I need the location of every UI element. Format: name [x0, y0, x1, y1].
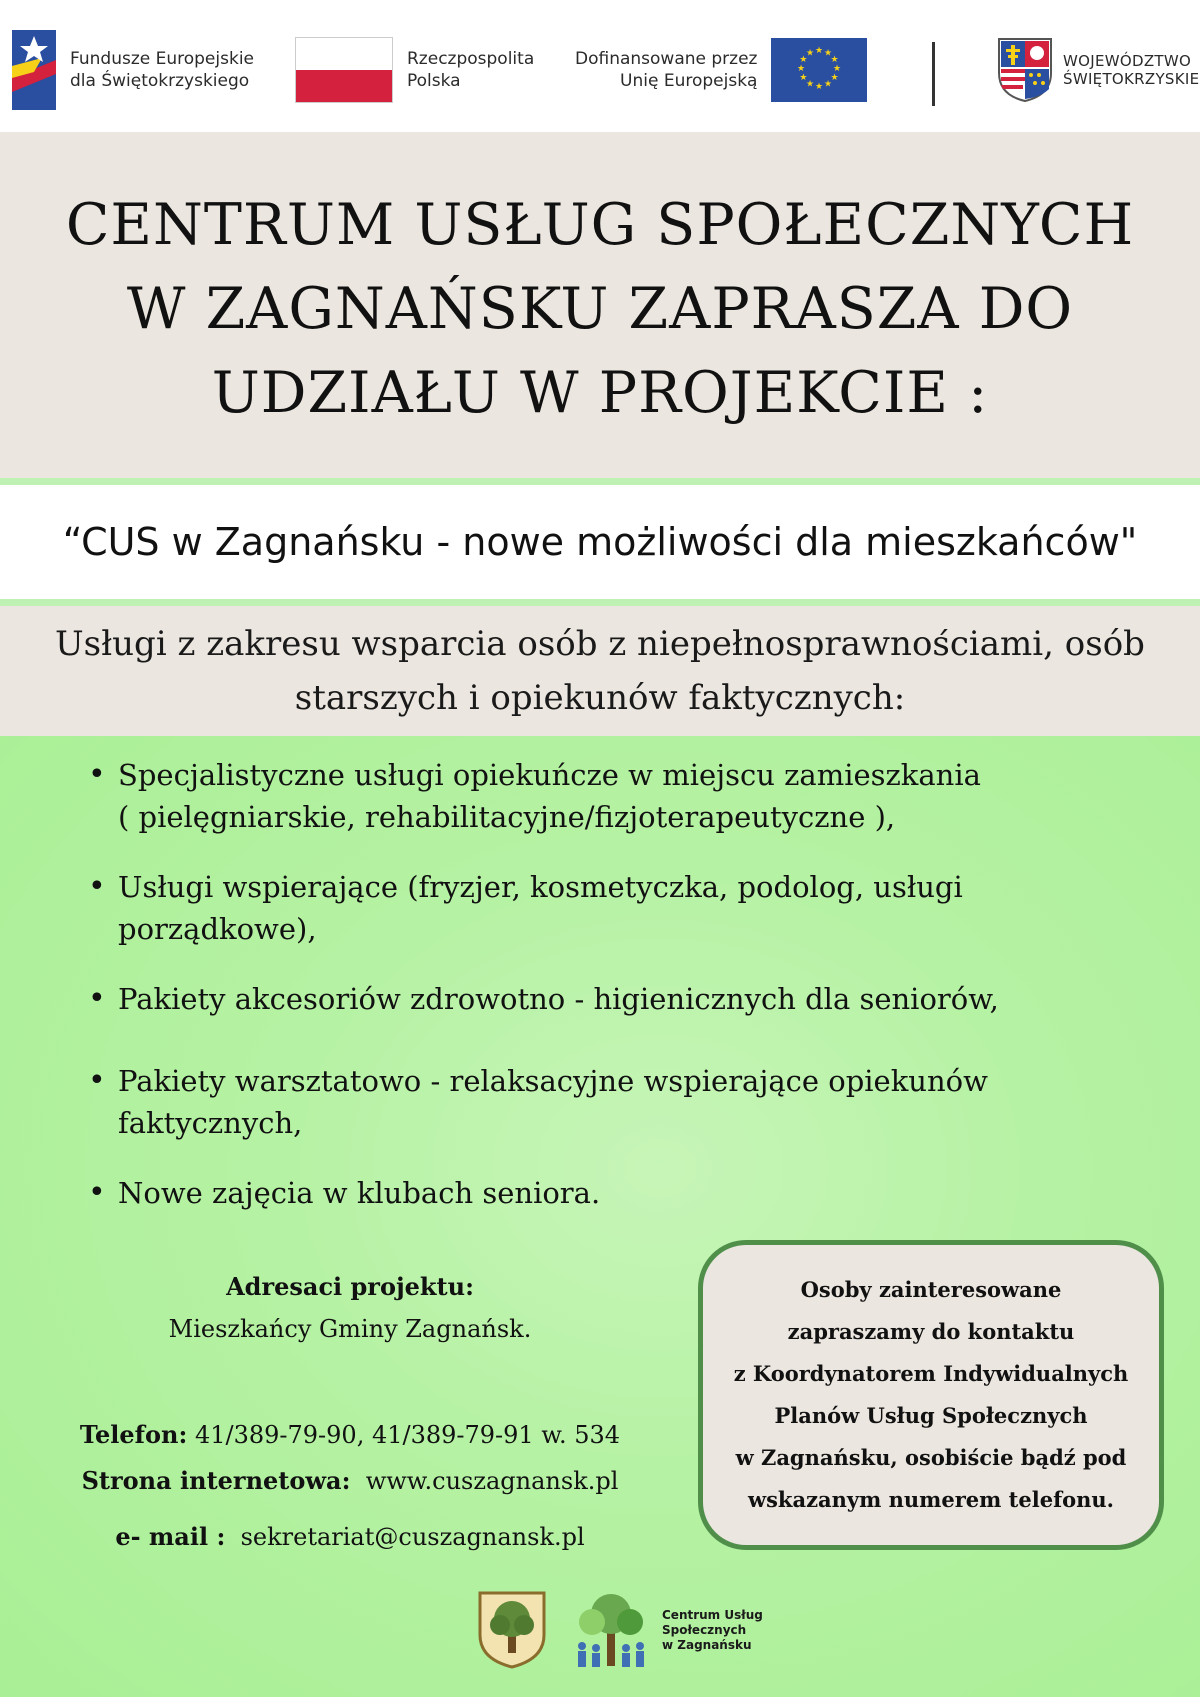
cus-logo-text: Centrum Usług Społecznych w Zagnańsku	[662, 1607, 763, 1652]
svg-text:★: ★	[806, 48, 815, 59]
svg-text:★: ★	[831, 73, 840, 83]
gmina-crest-icon	[478, 1591, 546, 1669]
services-heading-band	[0, 606, 1200, 736]
separator-line	[0, 599, 1200, 606]
list-item: • Pakiety akcesoriów zdrowotno - higienicznych dla seniorów,	[88, 978, 1168, 1020]
website-link[interactable]: www.cuszagnansk.pl	[365, 1467, 619, 1495]
svg-text:★: ★	[831, 55, 840, 65]
coat-of-arms-icon	[997, 37, 1053, 103]
addressees-section	[60, 1266, 640, 1350]
logo-bar	[0, 0, 1200, 132]
fundusze-europejskie-text: Fundusze Europejskie dla Świętokrzyskiego	[70, 49, 254, 91]
project-name: “CUS w Zagnańsku - nowe możliwości dla mieszkańców"	[62, 520, 1138, 564]
svg-text:★: ★	[799, 55, 808, 65]
title-band	[0, 132, 1200, 478]
wojewodztwo-swietokrzyskie-text: WOJEWÓDZTWO ŚWIĘTOKRZYSKIE	[1063, 52, 1200, 88]
contact-section	[30, 1412, 670, 1560]
email-row	[30, 1514, 670, 1560]
email-label: e- mail :	[115, 1522, 226, 1551]
list-item: • Pakiety warsztatowo - relaksacyjne wspierające opiekunów faktycznych,	[88, 1060, 1168, 1144]
list-item: • Usługi wspierające (fryzjer, kosmetyczka, podolog, usługi porządkowe),	[88, 866, 1168, 950]
svg-text:★: ★	[815, 82, 824, 92]
fundusze-europejskie-icon	[12, 30, 56, 110]
unia-europejska-text: Dofinansowane przez Unię Europejską	[575, 49, 758, 91]
separator-line	[0, 478, 1200, 485]
addressees-label: Adresaci projektu:	[226, 1272, 474, 1301]
email-link[interactable]: sekretariat@cuszagnansk.pl	[240, 1523, 585, 1551]
svg-text:★: ★	[824, 48, 833, 59]
website-label: Strona internetowa:	[81, 1466, 351, 1495]
rzeczpospolita-polska-text: Rzeczpospolita Polska	[407, 49, 535, 91]
svg-text:★: ★	[797, 64, 806, 74]
svg-text:★: ★	[824, 79, 833, 90]
logo-divider	[932, 42, 935, 106]
services-heading: Usługi z zakresu wsparcia osób z niepełnosprawnościami, osób starszych i opiekunów faktycznych:	[55, 624, 1145, 718]
phone-row	[30, 1412, 670, 1458]
svg-text:★: ★	[806, 79, 815, 90]
contact-info-box	[698, 1240, 1164, 1550]
footer-logos	[478, 1590, 763, 1670]
polish-flag-icon	[295, 37, 393, 103]
cus-tree-icon	[570, 1590, 652, 1670]
website-row	[30, 1458, 670, 1504]
svg-text:★: ★	[799, 73, 808, 83]
project-name-band	[0, 485, 1200, 599]
eu-flag-icon	[771, 38, 867, 102]
contact-info-text: Osoby zainteresowane zapraszamy do kontaktu z Koordynatorem Indywidualnych Planów Usług Społecznych w Zagnańsku, osobiście bądź pod wskazanym numerem telefonu.	[733, 1277, 1129, 1512]
wojewodztwo-swietokrzyskie-logo	[997, 30, 1199, 110]
fundusze-europejskie-logo	[12, 30, 254, 110]
phone-label: Telefon:	[79, 1420, 188, 1449]
phone-value[interactable]: 41/389-79-90, 41/389-79-91 w. 534	[194, 1421, 621, 1449]
addressees-value: Mieszkańcy Gminy Zagnańsk.	[168, 1315, 532, 1343]
unia-europejska-logo	[575, 30, 867, 110]
rzeczpospolita-polska-logo	[295, 30, 534, 110]
svg-text:★: ★	[815, 46, 824, 56]
svg-text:★: ★	[833, 64, 842, 74]
list-item: • Specjalistyczne usługi opiekuńcze w miejscu zamieszkania ( pielęgniarskie, rehabilitacyjne/fizjoterapeutyczne ),	[88, 754, 1168, 838]
page-title: CENTRUM USŁUG SPOŁECZNYCH W ZAGNAŃSKU ZAPRASZA DO UDZIAŁU W PROJEKCIE :	[65, 192, 1135, 426]
list-item: • Nowe zajęcia w klubach seniora.	[88, 1172, 1168, 1214]
services-list	[88, 754, 1168, 1214]
